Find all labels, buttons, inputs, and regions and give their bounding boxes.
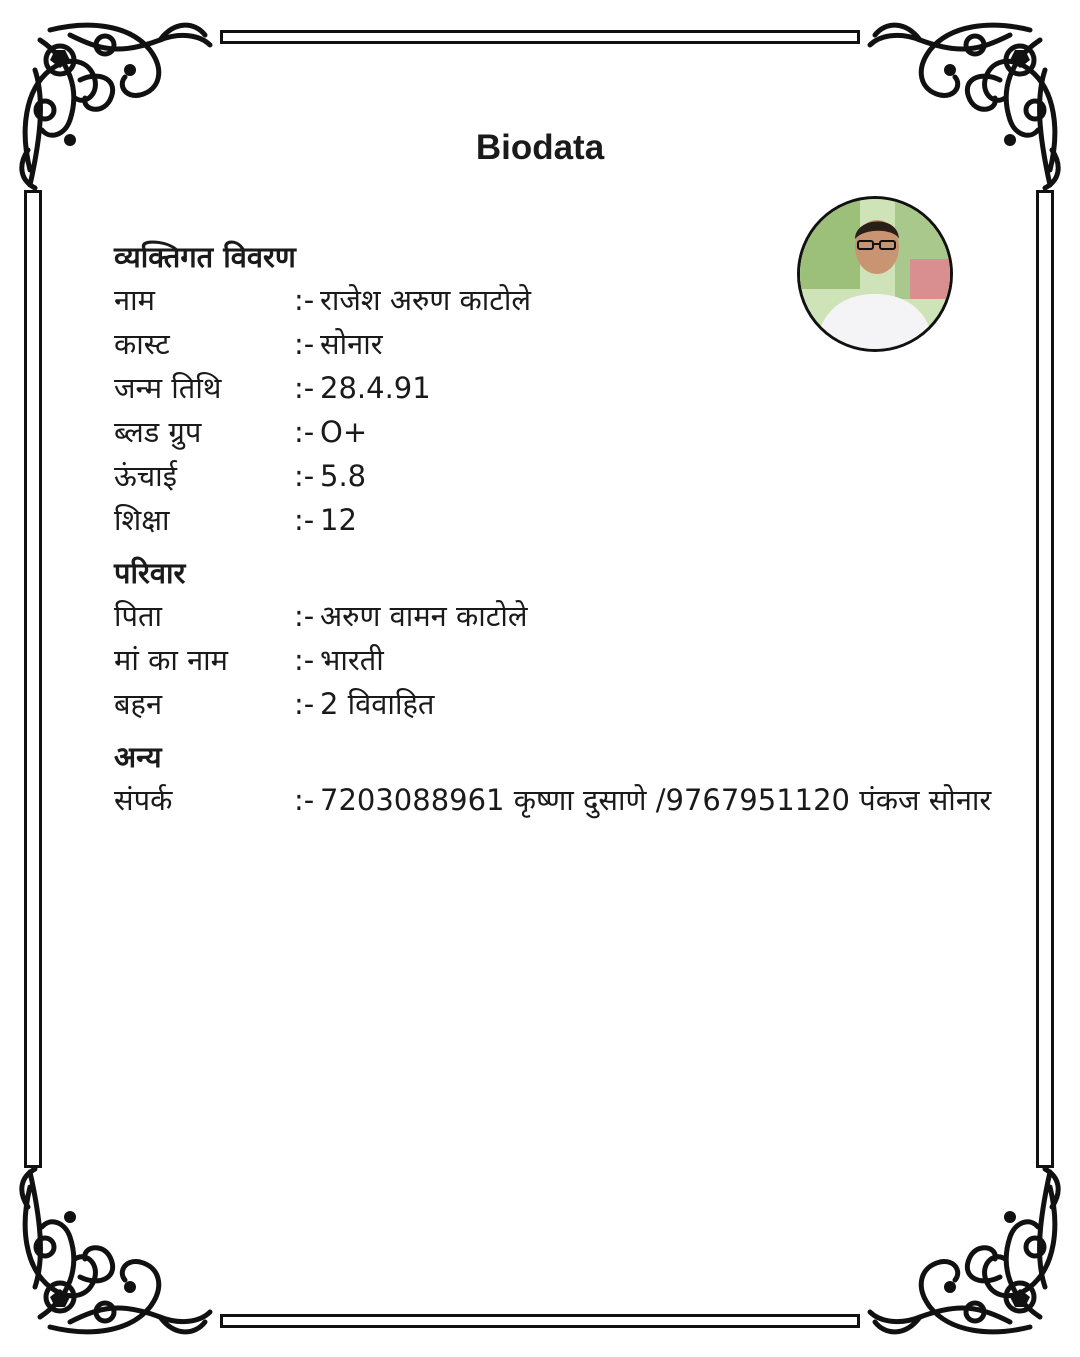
field-value: 12 xyxy=(320,503,357,537)
field-separator: :- xyxy=(294,327,315,361)
field-value: 7203088961 कृष्णा दुसाणे /9767951120 पंकज सोनार xyxy=(320,783,992,817)
field-label: ब्लड ग्रुप xyxy=(114,415,202,449)
detail-row xyxy=(114,454,994,498)
field-label: कास्ट xyxy=(114,327,170,361)
field-label: जन्म तिथि xyxy=(114,371,222,405)
ornamental-corner-icon xyxy=(865,1167,1070,1347)
detail-row xyxy=(114,366,994,410)
field-label: पिता xyxy=(114,599,163,633)
field-separator: :- xyxy=(294,415,315,449)
field-separator: :- xyxy=(294,283,315,317)
page-title: Biodata xyxy=(475,128,605,167)
frame-left-border xyxy=(24,190,42,1168)
frame-right-border xyxy=(1036,190,1054,1168)
field-value: 2 विवाहित xyxy=(320,687,435,721)
detail-row xyxy=(114,778,994,822)
field-separator: :- xyxy=(294,459,315,493)
section-heading-family: परिवार xyxy=(114,556,186,590)
section-heading-personal: व्यक्तिगत विवरण xyxy=(114,240,296,274)
field-value: सोनार xyxy=(320,327,383,361)
detail-row xyxy=(114,498,994,542)
field-label: मां का नाम xyxy=(114,643,229,677)
frame-top-border xyxy=(220,30,860,44)
field-value: 5.8 xyxy=(320,459,367,493)
field-value: राजेश अरुण काटोले xyxy=(320,283,532,317)
field-separator: :- xyxy=(294,371,315,405)
field-label: बहन xyxy=(114,687,163,721)
detail-row xyxy=(114,682,994,726)
field-separator: :- xyxy=(294,503,315,537)
field-label: संपर्क xyxy=(114,783,173,817)
detail-row xyxy=(114,410,994,454)
detail-row xyxy=(114,594,994,638)
field-separator: :- xyxy=(294,687,315,721)
detail-row xyxy=(114,638,994,682)
detail-row xyxy=(114,278,994,322)
field-value: भारती xyxy=(320,643,384,677)
section-heading-other: अन्य xyxy=(114,740,162,774)
field-value: अरुण वामन काटोले xyxy=(320,599,528,633)
field-separator: :- xyxy=(294,643,315,677)
frame-bottom-border xyxy=(220,1314,860,1328)
field-separator: :- xyxy=(294,599,315,633)
field-label: शिक्षा xyxy=(114,503,170,537)
field-separator: :- xyxy=(294,783,315,817)
field-label: ऊंचाई xyxy=(114,459,177,493)
ornamental-corner-icon xyxy=(10,1167,215,1347)
field-label: नाम xyxy=(114,283,155,317)
field-value: O+ xyxy=(320,415,368,449)
field-value: 28.4.91 xyxy=(320,371,431,405)
detail-row xyxy=(114,322,994,366)
biodata-details xyxy=(114,236,994,822)
